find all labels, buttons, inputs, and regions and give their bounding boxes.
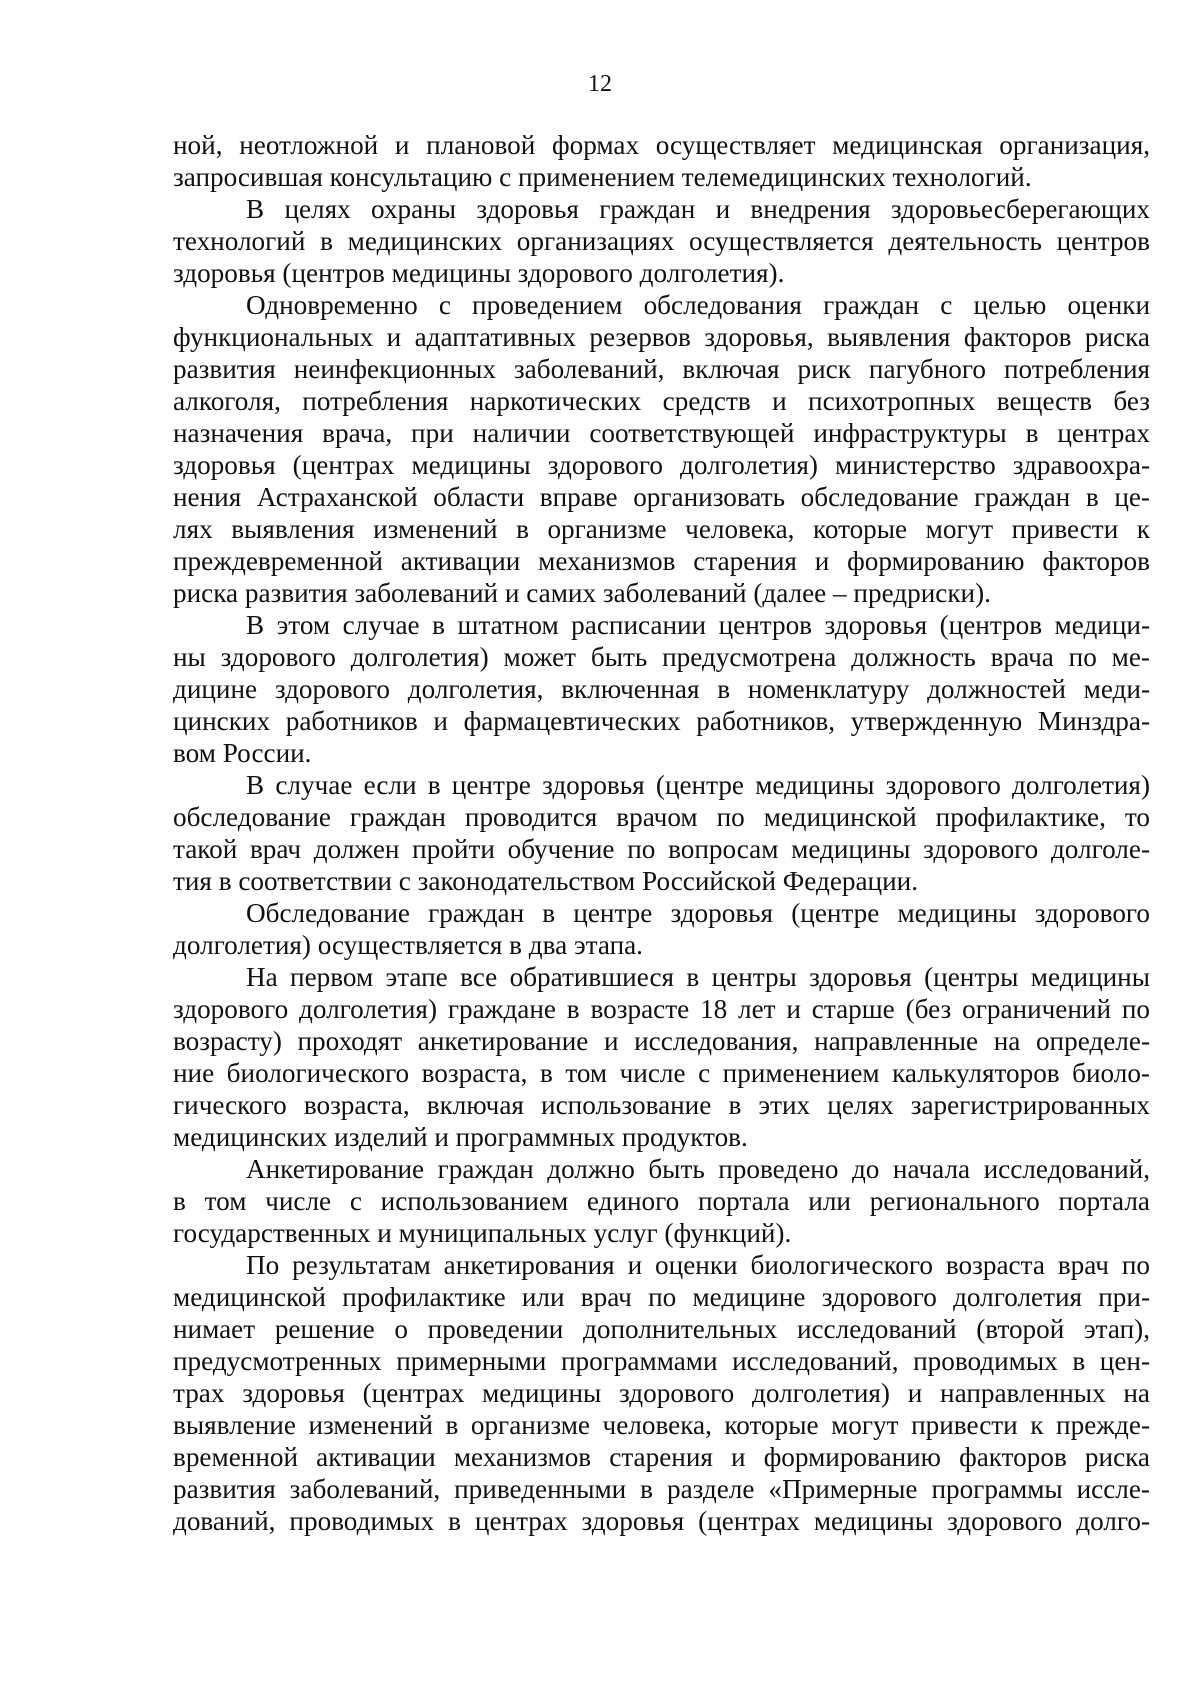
text-line: нения Астраханской области вправе организовать обследование граждан в це-: [173, 482, 1150, 512]
text-line: развития заболеваний, приведенными в разделе «Примерные программы иссле-: [173, 1474, 1150, 1504]
text-line: гического возраста, включая использование в этих целях зарегистрированных: [173, 1090, 1150, 1120]
page-number: 12: [588, 71, 612, 97]
text-line: в том числе с использованием единого портала или регионального портала: [173, 1186, 1150, 1216]
text-line: технологий в медицинских организациях осуществляется деятельность центров: [173, 226, 1150, 256]
text-line: ние биологического возраста, в том числе с применением калькуляторов биоло-: [173, 1058, 1150, 1088]
text-line: развития неинфекционных заболеваний, включая риск пагубного потребления: [173, 354, 1150, 384]
text-line: тия в соответствии с законодательством Российской Федерации.: [173, 866, 918, 896]
text-line: ны здорового долголетия) может быть предусмотрена должность врача по ме-: [173, 642, 1150, 672]
text-line: трах здоровья (центрах медицины здорового долголетия) и направленных на: [173, 1378, 1150, 1408]
text-line: запросившая консультацию с применением телемедицинских технологий.: [173, 162, 1032, 192]
text-line: возрасту) проходят анкетирование и исследования, направленные на определе-: [173, 1026, 1150, 1056]
paragraph-first-line: Анкетирование граждан должно быть проведено до начала исследований,: [246, 1154, 1150, 1184]
text-line: здорового долголетия) граждане в возрасте 18 лет и старше (без ограничений по: [173, 994, 1150, 1024]
text-line: предусмотренных примерными программами исследований, проводимых в цен-: [173, 1346, 1150, 1376]
text-line: обследование граждан проводится врачом по медицинской профилактике, то: [173, 802, 1150, 832]
text-line: функциональных и адаптативных резервов здоровья, выявления факторов риска: [173, 322, 1150, 352]
text-line: вом России.: [173, 738, 312, 768]
text-line: алкоголя, потребления наркотических средств и психотропных веществ без: [173, 386, 1150, 416]
text-line: дицине здорового долголетия, включенная в номенклатуру должностей меди-: [173, 674, 1150, 704]
text-line: выявление изменений в организме человека, которые могут привести к прежде-: [173, 1410, 1150, 1440]
paragraph-first-line: На первом этапе все обратившиеся в центры здоровья (центры медицины: [246, 962, 1150, 992]
paragraph-first-line: В этом случае в штатном расписании центров здоровья (центров медици-: [246, 610, 1150, 640]
text-line: здоровья (центров медицины здорового долголетия).: [173, 258, 785, 288]
text-line: медицинской профилактике или врач по медицине здорового долголетия при-: [173, 1282, 1150, 1312]
text-line: долголетия) осуществляется в два этапа.: [173, 930, 643, 960]
text-line: цинских работников и фармацевтических работников, утвержденную Минздра-: [173, 706, 1150, 736]
text-line: ной, неотложной и плановой формах осуществляет медицинская организация,: [173, 130, 1150, 160]
text-line: лях выявления изменений в организме человека, которые могут привести к: [173, 514, 1150, 544]
text-line: дований, проводимых в центрах здоровья (центрах медицины здорового долго-: [173, 1506, 1150, 1536]
text-line: назначения врача, при наличии соответствующей инфраструктуры в центрах: [173, 418, 1150, 448]
paragraph-first-line: В случае если в центре здоровья (центре медицины здорового долголетия): [246, 770, 1150, 800]
paragraph-first-line: По результатам анкетирования и оценки биологического возраста врач по: [246, 1250, 1150, 1280]
text-line: здоровья (центрах медицины здорового долголетия) министерство здравоохра-: [173, 450, 1150, 480]
text-line: медицинских изделий и программных продуктов.: [173, 1122, 748, 1152]
text-line: преждевременной активации механизмов старения и формированию факторов: [173, 546, 1150, 576]
text-line: временной активации механизмов старения и формированию факторов риска: [173, 1442, 1150, 1472]
paragraph-first-line: Обследование граждан в центре здоровья (центре медицины здорового: [246, 898, 1150, 928]
text-line: такой врач должен пройти обучение по вопросам медицины здорового долголе-: [173, 834, 1150, 864]
paragraph-first-line: В целях охраны здоровья граждан и внедрения здоровьесберегающих: [246, 194, 1150, 224]
paragraph-first-line: Одновременно с проведением обследования граждан с целью оценки: [246, 290, 1150, 320]
text-line: риска развития заболеваний и самих заболеваний (далее – предриски).: [173, 578, 991, 608]
text-line: нимает решение о проведении дополнительных исследований (второй этап),: [173, 1314, 1150, 1344]
text-line: государственных и муниципальных услуг (функций).: [173, 1218, 792, 1248]
